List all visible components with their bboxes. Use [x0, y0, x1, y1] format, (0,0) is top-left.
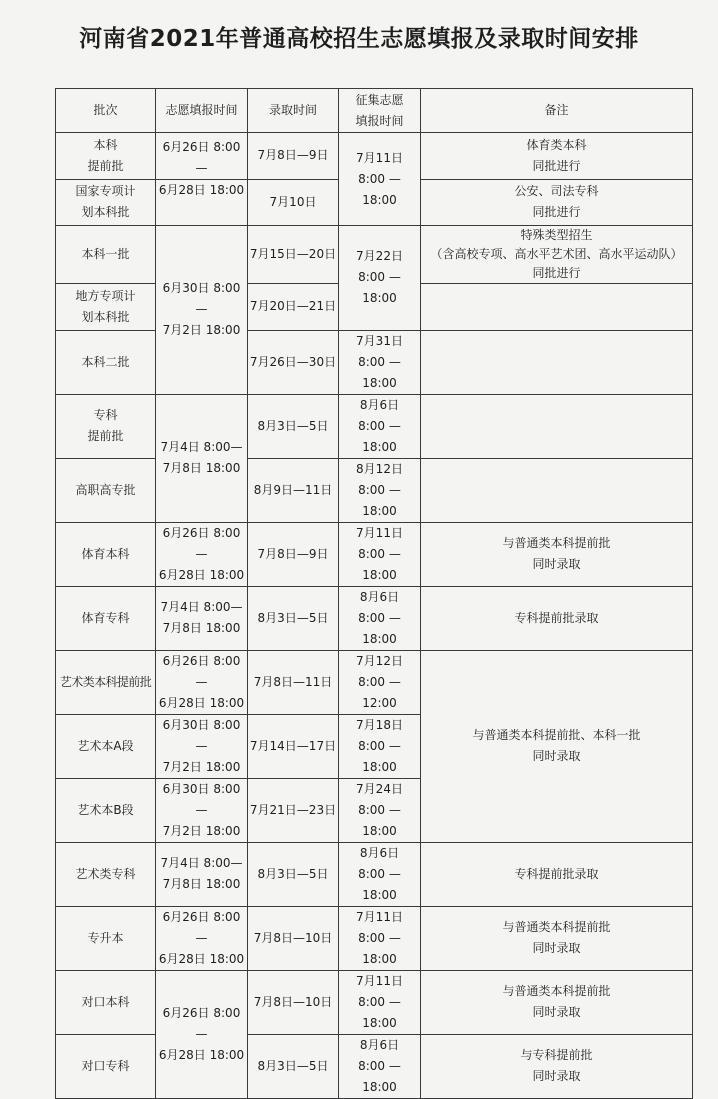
batch-cell: 对口本科 — [56, 970, 156, 1034]
admit-time-cell: 7月21日—23日 — [248, 778, 339, 842]
solicit-time-cell: 7月18日 8:00 — 18:00 — [339, 714, 421, 778]
remark-cell: 与普通类本科提前批、本科一批 同时录取 — [421, 650, 693, 842]
header-solicit-time: 征集志愿 填报时间 — [339, 89, 421, 133]
solicit-time-cell: 7月12日 8:00 — 12:00 — [339, 650, 421, 714]
solicit-time-cell: 8月12日 8:00 — 18:00 — [339, 458, 421, 522]
table-row — [56, 1034, 693, 1098]
table-row — [56, 133, 693, 180]
admit-time-cell: 8月3日—5日 — [248, 1034, 339, 1098]
fill-time-cell: 6月30日 8:00— 7月2日 18:00 — [156, 226, 248, 395]
header-admit-time: 录取时间 — [248, 89, 339, 133]
remark-cell: 专科提前批录取 — [421, 586, 693, 650]
fill-time-cell: 6月26日 8:00— 6月28日 18:00 — [156, 906, 248, 970]
page-title: 河南省2021年普通高校招生志愿填报及录取时间安排 — [79, 26, 639, 52]
admit-time-cell: 8月3日—5日 — [248, 842, 339, 906]
fill-time-cell: 6月30日 8:00— 7月2日 18:00 — [156, 714, 248, 778]
fill-time-cell: 6月30日 8:00— 7月2日 18:00 — [156, 778, 248, 842]
table-row — [56, 226, 693, 284]
admit-time-cell: 7月20日—21日 — [248, 284, 339, 331]
admit-time-cell: 7月15日—20日 — [248, 226, 339, 284]
solicit-time-cell: 7月11日 8:00 — 18:00 — [339, 970, 421, 1034]
solicit-time-cell: 8月6日 8:00 — 18:00 — [339, 394, 421, 458]
solicit-time-cell: 7月11日 8:00 — 18:00 — [339, 133, 421, 226]
admit-time-cell: 8月3日—5日 — [248, 586, 339, 650]
fill-time-cell: 6月26日 8:00— 6月28日 18:00 — [156, 970, 248, 1098]
remark-cell: 与普通类本科提前批 同时录取 — [421, 522, 693, 586]
fill-time-cell: 7月4日 8:00— 7月8日 18:00 — [156, 586, 248, 650]
fill-time-cell: 6月26日 8:00— — [156, 133, 248, 180]
fill-time-cell: 6月26日 8:00— 6月28日 18:00 — [156, 522, 248, 586]
table-row — [56, 842, 693, 906]
batch-cell: 艺术类本科提前批 — [56, 650, 156, 714]
remark-cell: 公安、司法专科 同批进行 — [421, 179, 693, 226]
admit-time-cell: 7月8日—9日 — [248, 133, 339, 180]
batch-cell: 专升本 — [56, 906, 156, 970]
solicit-time-cell: 8月6日 8:00 — 18:00 — [339, 586, 421, 650]
batch-cell: 体育专科 — [56, 586, 156, 650]
remark-cell: 专科提前批录取 — [421, 842, 693, 906]
remark-cell — [421, 394, 693, 458]
batch-cell: 地方专项计 划本科批 — [56, 284, 156, 331]
batch-cell: 本科 提前批 — [56, 133, 156, 180]
admit-time-cell: 8月9日—11日 — [248, 458, 339, 522]
table-row — [56, 458, 693, 522]
remark-cell: 体育类本科 同批进行 — [421, 133, 693, 180]
header-fill-time: 志愿填报时间 — [156, 89, 248, 133]
remark-cell: 与专科提前批 同时录取 — [421, 1034, 693, 1098]
batch-cell: 高职高专批 — [56, 458, 156, 522]
batch-cell: 本科二批 — [56, 330, 156, 394]
admit-time-cell: 7月8日—9日 — [248, 522, 339, 586]
admit-time-cell: 7月8日—10日 — [248, 906, 339, 970]
remark-cell: 特殊类型招生 （含高校专项、高水平艺术团、高水平运动队） 同批进行 — [421, 226, 693, 284]
admit-time-cell: 7月10日 — [248, 179, 339, 226]
table-row — [56, 650, 693, 714]
admit-time-cell: 7月14日—17日 — [248, 714, 339, 778]
solicit-time-cell: 7月31日 8:00 — 18:00 — [339, 330, 421, 394]
batch-cell: 艺术本A段 — [56, 714, 156, 778]
batch-cell: 国家专项计 划本科批 — [56, 179, 156, 226]
remark-cell: 与普通类本科提前批 同时录取 — [421, 906, 693, 970]
batch-cell: 体育本科 — [56, 522, 156, 586]
solicit-time-cell: 7月11日 8:00 — 18:00 — [339, 906, 421, 970]
remark-cell: 与普通类本科提前批 同时录取 — [421, 970, 693, 1034]
table-row — [56, 970, 693, 1034]
remark-cell — [421, 284, 693, 331]
admission-schedule-table — [55, 88, 693, 1099]
fill-time-cell: 7月4日 8:00— 7月8日 18:00 — [156, 842, 248, 906]
solicit-time-cell: 7月22日 8:00 — 18:00 — [339, 226, 421, 331]
header-row — [56, 89, 693, 133]
table-row — [56, 330, 693, 394]
solicit-time-cell: 7月11日 8:00 — 18:00 — [339, 522, 421, 586]
batch-cell: 专科 提前批 — [56, 394, 156, 458]
admit-time-cell: 8月3日—5日 — [248, 394, 339, 458]
solicit-time-cell: 7月24日 8:00 — 18:00 — [339, 778, 421, 842]
header-remarks: 备注 — [421, 89, 693, 133]
remark-cell — [421, 458, 693, 522]
solicit-time-cell: 8月6日 8:00 — 18:00 — [339, 1034, 421, 1098]
batch-cell: 艺术类专科 — [56, 842, 156, 906]
fill-time-cell: 6月28日 18:00 — [156, 179, 248, 226]
admit-time-cell: 7月8日—11日 — [248, 650, 339, 714]
batch-cell: 对口专科 — [56, 1034, 156, 1098]
fill-time-cell: 6月26日 8:00— 6月28日 18:00 — [156, 650, 248, 714]
batch-cell: 本科一批 — [56, 226, 156, 284]
solicit-time-cell: 8月6日 8:00 — 18:00 — [339, 842, 421, 906]
table-row — [56, 522, 693, 586]
table-row — [56, 586, 693, 650]
fill-time-cell: 7月4日 8:00— 7月8日 18:00 — [156, 394, 248, 522]
admit-time-cell: 7月26日—30日 — [248, 330, 339, 394]
table-row — [56, 394, 693, 458]
batch-cell: 艺术本B段 — [56, 778, 156, 842]
table-row — [56, 906, 693, 970]
admit-time-cell: 7月8日—10日 — [248, 970, 339, 1034]
remark-cell — [421, 330, 693, 394]
header-batch: 批次 — [56, 89, 156, 133]
